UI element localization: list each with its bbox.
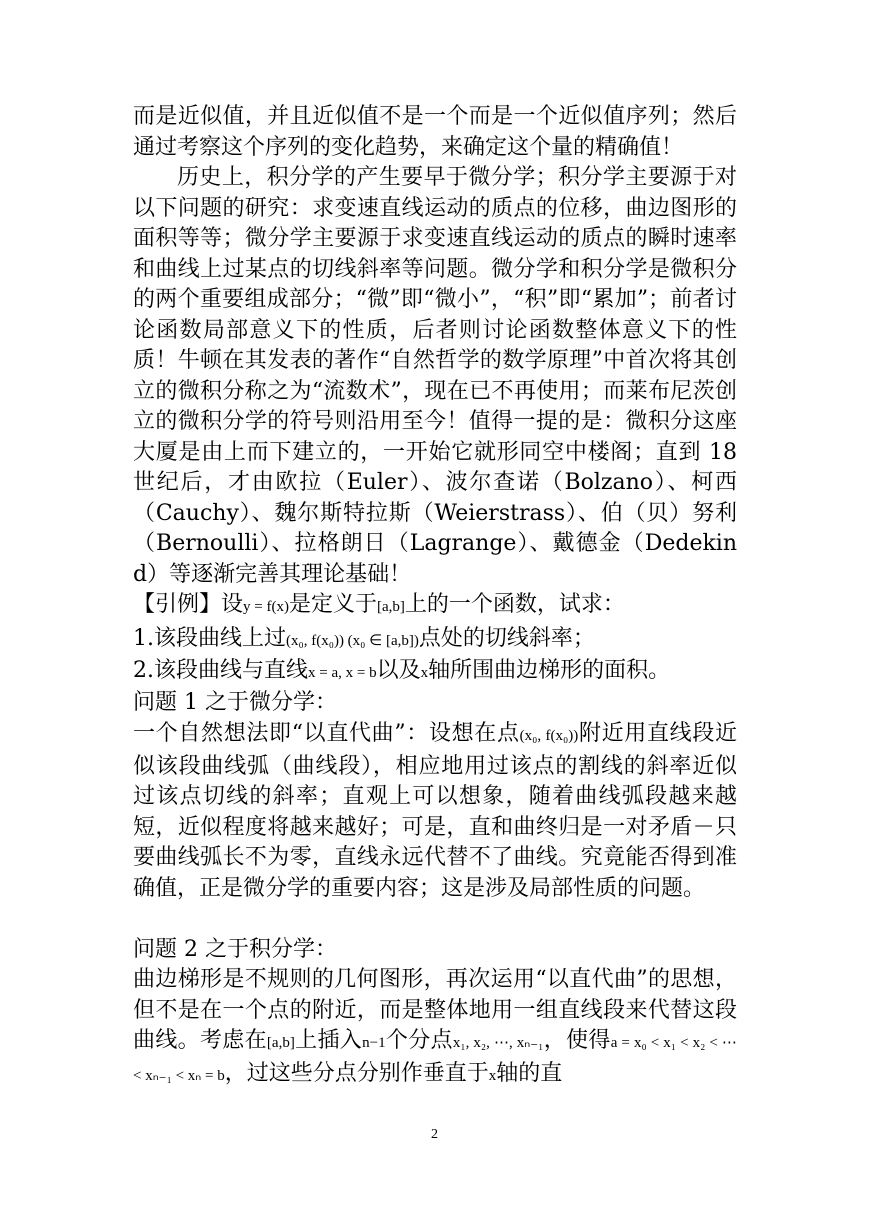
question-2-heading: 问题 2 之于积分学： xyxy=(133,937,337,962)
paragraph-history: 历史上，积分学的产生要早于微分学；积分学主要源于对以下问题的研究：求变速直线运动的质点的位移，曲边图形的面积等等；微分学主要源于求变速直线运动的质点的瞬时速率和曲线上过某点的切线斜率等问题。微分学和积分学是微积分的两个重要组成部分；“微”即“微小”，“积”即“累加”；前者讨论函数局部意义下的性质，后者则讨论函数整体意义下的性质！牛顿在其发表的著作“自然哲学的数学原理”中首次将其创立的微积分称之为“流数术”，现在已不再使用；而莱布尼茨创立的微积分学的符号则沿用至今！值得一提的是：微积分这座大厦是由上而下建立的，一开始它就形同空中楼阁；直到 18 世纪后，才由欧拉（Euler）、波尔查诺（Bolzano）、柯西（Cauchy）、魏尔斯特拉斯（Weierstrass）、伯（贝）努利（Bernoulli）、拉格朗日（Lagrange）、戴德金（Dedekind）等逐渐完善其理论基础！ xyxy=(133,165,737,587)
math-count: n−1 xyxy=(362,1035,386,1051)
q2-text-mid: 上插入 xyxy=(294,1028,363,1053)
example-item-1 xyxy=(133,624,737,657)
item-2-tail: 轴所围曲边梯形的面积。 xyxy=(428,658,671,683)
question-2-body xyxy=(133,965,737,1091)
paragraph-intro-continuation: 而是近似值，并且近似值不是一个而是一个近似值序列；然后通过考察这个序列的变化趋势，来确定这个量的精确值！ xyxy=(133,104,737,160)
example-intro-line xyxy=(133,590,737,623)
item-2-mid: 以及 xyxy=(376,658,421,683)
q2-text-tail: 轴的直 xyxy=(496,1060,563,1086)
example-text: 是定义于 xyxy=(288,592,377,617)
math-lines: x = a, x = b xyxy=(308,665,377,681)
q2-text-mid2: 个分点 xyxy=(385,1028,453,1053)
q1-text: 一个自然想法即“以直代曲”：设想在点 xyxy=(133,721,520,746)
question-1-body xyxy=(133,719,737,904)
item-1-tail: 点处的切线斜率； xyxy=(418,626,595,651)
example-text-tail: 上的一个函数，试求： xyxy=(404,592,625,617)
example-label: 【引例】设 xyxy=(133,592,244,617)
math-interval: [a,b] xyxy=(266,1035,295,1051)
math-chain: a = x₀ < x₁ < x₂ < ⋯ < xₙ₋₁ < xₙ = b xyxy=(133,1035,737,1084)
page-number: 2 xyxy=(431,1127,438,1142)
q2-text: 曲边梯形是不规则的几何图形，再次运用“以直代曲”的思想，但不是在一个点的附近，而是整体地用一组直线段来代替这段曲线。考虑在 xyxy=(133,967,737,1053)
math-points: x₁, x₂, ⋯, xₙ₋₁ xyxy=(452,1035,544,1051)
math-axis: x xyxy=(488,1067,497,1084)
q1-text-tail: 附近用直线段近似该段曲线弧（曲线段），相应地用过该点的割线的斜率近似过该点切线的斜率；直观上可以想象，随着曲线弧段越来越短，近似程度将越来越好；可是，直和曲终归是一对矛盾－只要曲线弧长不为零，直线永远代替不了曲线。究竟能否得到准确值，正是微分学的重要内容；这是涉及局部性质的问题。 xyxy=(133,721,738,901)
math-function: y = f(x) xyxy=(243,599,289,615)
q2-text-mid3: ，使得 xyxy=(543,1028,611,1053)
math-point: (x₀, f(x₀)) xyxy=(519,728,579,744)
math-point-condition: (x₀, f(x₀)) (x₀ ∈ [a,b]) xyxy=(286,633,419,649)
item-2-text: 2.该段曲线与直线 xyxy=(133,658,308,683)
item-1-text: 1.该段曲线上过 xyxy=(133,626,286,651)
example-item-2 xyxy=(133,656,737,689)
math-axis: x xyxy=(420,665,429,681)
q2-text-mid4: ，过这些分点分别作垂直于 xyxy=(224,1060,489,1086)
math-interval: [a,b] xyxy=(376,599,405,615)
question-1-heading: 问题 1 之于微分学： xyxy=(133,690,337,715)
